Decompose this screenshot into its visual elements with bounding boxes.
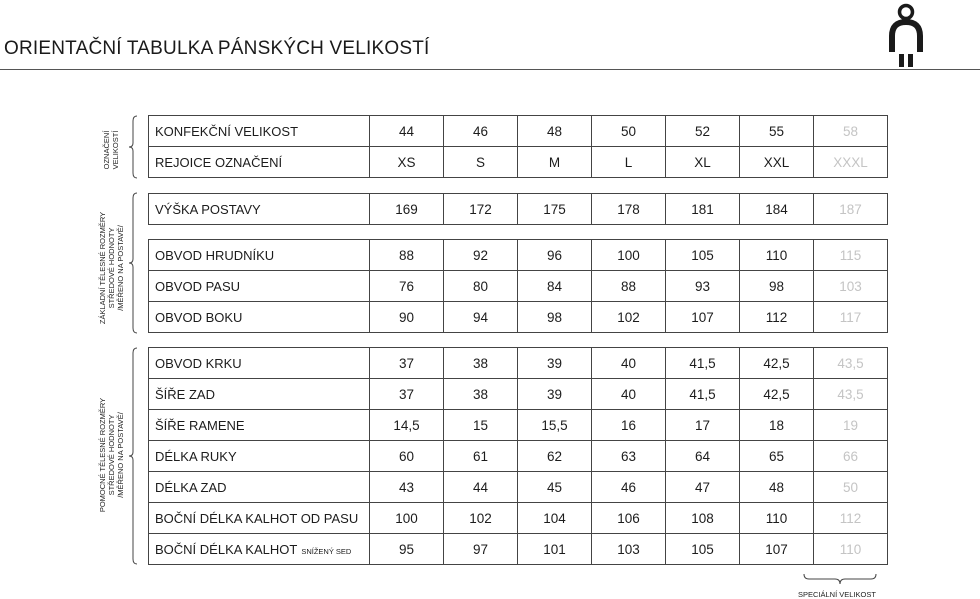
size-value-cell: 44 xyxy=(370,116,444,147)
group-label-designation: OZNAČENÍ VELIKOSTÍ xyxy=(102,130,120,170)
size-value-cell: 88 xyxy=(592,271,666,302)
size-value-cell: 43 xyxy=(370,472,444,503)
size-value-cell: 178 xyxy=(592,194,666,225)
height-table xyxy=(148,193,888,225)
special-size-cell: XXXL xyxy=(814,147,888,178)
row-label: ŠÍŘE ZAD xyxy=(149,379,370,410)
size-value-cell: 15,5 xyxy=(518,410,592,441)
row-label: OBVOD BOKU xyxy=(149,302,370,333)
size-value-cell: 50 xyxy=(592,116,666,147)
size-value-cell: 37 xyxy=(370,348,444,379)
size-value-cell: 90 xyxy=(370,302,444,333)
size-value-cell: 110 xyxy=(740,503,814,534)
size-value-cell: 76 xyxy=(370,271,444,302)
row-label: ŠÍŘE RAMENE xyxy=(149,410,370,441)
size-value-cell: 17 xyxy=(666,410,740,441)
size-value-cell: L xyxy=(592,147,666,178)
size-value-cell: 103 xyxy=(592,534,666,565)
size-value-cell: 52 xyxy=(666,116,740,147)
size-value-cell: 65 xyxy=(740,441,814,472)
row-label: OBVOD PASU xyxy=(149,271,370,302)
table-row xyxy=(149,379,888,410)
size-value-cell: 48 xyxy=(740,472,814,503)
size-value-cell: 93 xyxy=(666,271,740,302)
row-label: BOČNÍ DÉLKA KALHOT OD PASU xyxy=(149,503,370,534)
size-value-cell: 40 xyxy=(592,379,666,410)
size-value-cell: 55 xyxy=(740,116,814,147)
size-value-cell: 102 xyxy=(592,302,666,333)
size-value-cell: 102 xyxy=(444,503,518,534)
size-value-cell: 184 xyxy=(740,194,814,225)
size-value-cell: 16 xyxy=(592,410,666,441)
size-value-cell: 104 xyxy=(518,503,592,534)
size-value-cell: 62 xyxy=(518,441,592,472)
size-value-cell: 169 xyxy=(370,194,444,225)
size-value-cell: 95 xyxy=(370,534,444,565)
size-value-cell: 39 xyxy=(518,379,592,410)
size-value-cell: 112 xyxy=(740,302,814,333)
size-value-cell: 61 xyxy=(444,441,518,472)
size-value-cell: 100 xyxy=(370,503,444,534)
size-value-cell: 47 xyxy=(666,472,740,503)
special-size-label: SPECIÁLNÍ VELIKOST xyxy=(798,590,876,599)
size-value-cell: 106 xyxy=(592,503,666,534)
size-value-cell: XL xyxy=(666,147,740,178)
size-value-cell: 15 xyxy=(444,410,518,441)
special-size-cell: 187 xyxy=(814,194,888,225)
size-value-cell: 41,5 xyxy=(666,348,740,379)
size-value-cell: 46 xyxy=(592,472,666,503)
size-value-cell: 172 xyxy=(444,194,518,225)
size-value-cell: 101 xyxy=(518,534,592,565)
row-label: DÉLKA RUKY xyxy=(149,441,370,472)
size-value-cell: 96 xyxy=(518,240,592,271)
size-value-cell: 175 xyxy=(518,194,592,225)
special-size-cell: 117 xyxy=(814,302,888,333)
table-row xyxy=(149,441,888,472)
size-value-cell: 39 xyxy=(518,348,592,379)
size-value-cell: 108 xyxy=(666,503,740,534)
size-value-cell: 38 xyxy=(444,348,518,379)
size-value-cell: 97 xyxy=(444,534,518,565)
group-label-auxiliary-measurements: POMOCNÉ TĚLESNÉ ROZMĚRY STŘEDOVÉ HODNOTY /MĚŘENO NA POSTAVĚ/ xyxy=(98,397,125,513)
size-value-cell: 107 xyxy=(740,534,814,565)
table-row xyxy=(149,240,888,271)
size-value-cell: 84 xyxy=(518,271,592,302)
table-row xyxy=(149,534,888,565)
page-title: ORIENTAČNÍ TABULKA PÁNSKÝCH VELIKOSTÍ xyxy=(4,38,430,59)
table-row xyxy=(149,410,888,441)
size-value-cell: M xyxy=(518,147,592,178)
size-value-cell: 110 xyxy=(740,240,814,271)
row-label: VÝŠKA POSTAVY xyxy=(149,194,370,225)
special-size-brace xyxy=(803,573,877,585)
size-value-cell: XXL xyxy=(740,147,814,178)
size-value-cell: 37 xyxy=(370,379,444,410)
size-value-cell: 48 xyxy=(518,116,592,147)
special-size-cell: 19 xyxy=(814,410,888,441)
size-value-cell: 14,5 xyxy=(370,410,444,441)
size-value-cell: 45 xyxy=(518,472,592,503)
group-label-basic-measurements: ZÁKLADNÍ TĚLESNÉ ROZMĚRY STŘEDOVÉ HODNOTY /MĚŘENO NA POSTAVĚ/ xyxy=(98,211,125,325)
size-value-cell: 46 xyxy=(444,116,518,147)
size-value-cell: 94 xyxy=(444,302,518,333)
group-brace-basic-measurements xyxy=(128,192,138,334)
size-value-cell: XS xyxy=(370,147,444,178)
size-value-cell: 100 xyxy=(592,240,666,271)
group-brace-auxiliary-measurements xyxy=(128,347,138,565)
special-size-cell: 66 xyxy=(814,441,888,472)
row-label: DÉLKA ZAD xyxy=(149,472,370,503)
group-brace-designation xyxy=(128,115,138,179)
row-label: OBVOD KRKU xyxy=(149,348,370,379)
size-value-cell: 181 xyxy=(666,194,740,225)
special-size-cell: 103 xyxy=(814,271,888,302)
size-value-cell: 92 xyxy=(444,240,518,271)
table-row xyxy=(149,271,888,302)
special-size-cell: 110 xyxy=(814,534,888,565)
size-value-cell: 38 xyxy=(444,379,518,410)
circumference-table xyxy=(148,239,888,333)
row-label: OBVOD HRUDNÍKU xyxy=(149,240,370,271)
size-value-cell: 98 xyxy=(740,271,814,302)
size-value-cell: 88 xyxy=(370,240,444,271)
special-size-cell: 115 xyxy=(814,240,888,271)
size-value-cell: S xyxy=(444,147,518,178)
person-icon xyxy=(889,2,923,68)
special-size-cell: 50 xyxy=(814,472,888,503)
row-label: REJOICE OZNAČENÍ xyxy=(149,147,370,178)
table-row xyxy=(149,503,888,534)
size-value-cell: 60 xyxy=(370,441,444,472)
size-value-cell: 80 xyxy=(444,271,518,302)
size-value-cell: 42,5 xyxy=(740,348,814,379)
table-row xyxy=(149,348,888,379)
special-size-cell: 43,5 xyxy=(814,379,888,410)
title-divider xyxy=(0,69,980,70)
table-row xyxy=(149,147,888,178)
table-row xyxy=(149,302,888,333)
size-value-cell: 40 xyxy=(592,348,666,379)
row-label-note: SNÍŽENÝ SED xyxy=(301,546,352,556)
size-value-cell: 42,5 xyxy=(740,379,814,410)
size-value-cell: 98 xyxy=(518,302,592,333)
auxiliary-table xyxy=(148,347,888,565)
row-label: BOČNÍ DÉLKA KALHOT SNÍŽENÝ SED xyxy=(149,534,370,565)
special-size-cell: 58 xyxy=(814,116,888,147)
table-row xyxy=(149,472,888,503)
special-size-cell: 112 xyxy=(814,503,888,534)
designation-table xyxy=(148,115,888,178)
size-value-cell: 107 xyxy=(666,302,740,333)
table-row xyxy=(149,116,888,147)
size-value-cell: 64 xyxy=(666,441,740,472)
table-row xyxy=(149,194,888,225)
row-label: KONFEKČNÍ VELIKOST xyxy=(149,116,370,147)
size-value-cell: 41,5 xyxy=(666,379,740,410)
size-value-cell: 63 xyxy=(592,441,666,472)
size-value-cell: 105 xyxy=(666,534,740,565)
size-value-cell: 44 xyxy=(444,472,518,503)
special-size-cell: 43,5 xyxy=(814,348,888,379)
size-value-cell: 105 xyxy=(666,240,740,271)
size-value-cell: 18 xyxy=(740,410,814,441)
